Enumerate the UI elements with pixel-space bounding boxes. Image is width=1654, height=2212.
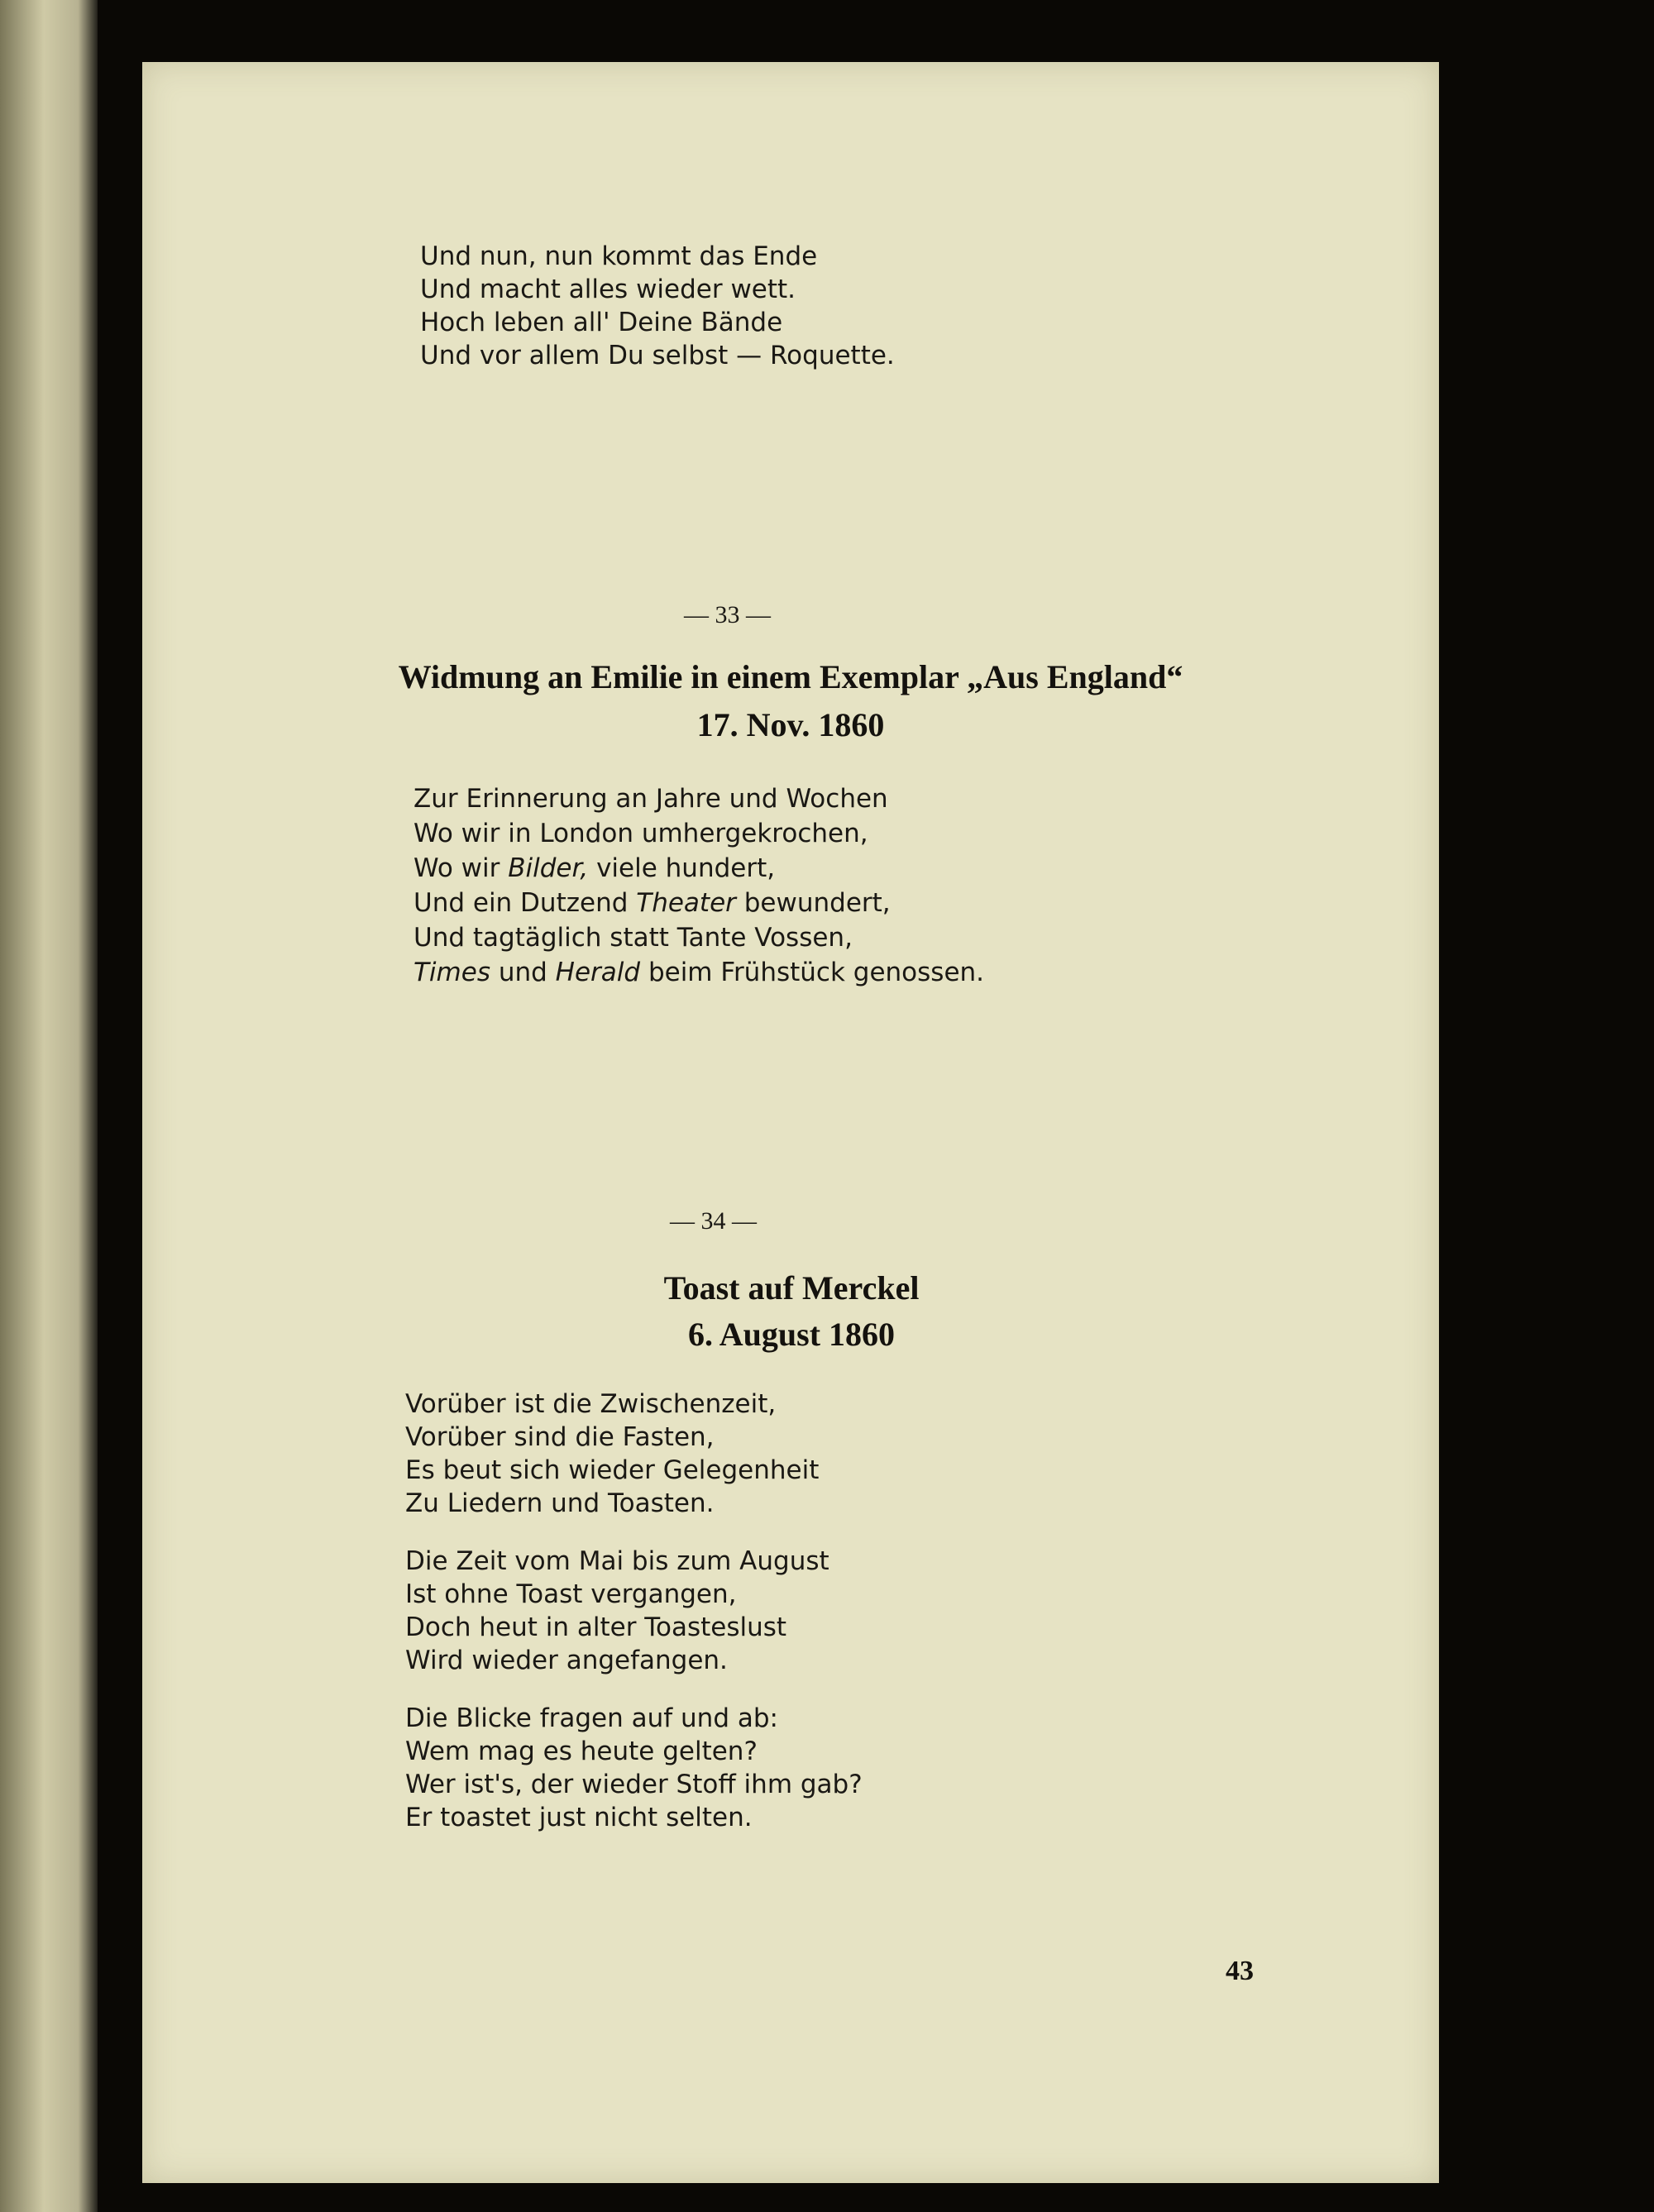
poem-33-stanza	[414, 781, 984, 990]
verse-line: Und macht alles wieder wett.	[420, 275, 796, 304]
poem-34-heading	[560, 1265, 1023, 1358]
verse-text: bewundert,	[735, 888, 891, 918]
book-page	[142, 62, 1439, 2183]
verse-line	[414, 886, 984, 920]
verse-line: Wer ist's, der wieder Stoff ihm gab?	[405, 1770, 863, 1799]
poem-33-title: Widmung an Emilie in einem Exemplar „Aus England“	[398, 658, 1183, 695]
verse-text: Und ein Dutzend	[414, 888, 637, 918]
verse-text: beim Frühstück genossen.	[640, 958, 985, 987]
verse-line: Vorüber sind die Fasten,	[405, 1422, 715, 1452]
verse-line: Wem mag es heute gelten?	[405, 1737, 758, 1766]
verse-line: Er toastet just nicht selten.	[405, 1803, 753, 1832]
verse-emphasis: Herald	[555, 958, 641, 987]
verse-line: Ist ohne Toast vergangen,	[405, 1579, 737, 1609]
verse-line	[414, 955, 984, 990]
verse-line: Und nun, nun kommt das Ende	[420, 241, 818, 271]
verse-line: Wo wir in London umhergekrochen,	[414, 819, 868, 848]
verse-line: Die Zeit vom Mai bis zum August	[405, 1546, 829, 1576]
poem-number-34: — 34 —	[670, 1207, 757, 1235]
poem-33-date: 17. Nov. 1860	[696, 706, 885, 743]
poem-33-heading	[142, 653, 1439, 749]
verse-line: Hoch leben all' Deine Bände	[420, 308, 783, 337]
verse-line: Zu Liedern und Toasten.	[405, 1488, 715, 1518]
verse-line: Doch heut in alter Toasteslust	[405, 1612, 787, 1642]
verse-line: Wird wieder angefangen.	[405, 1646, 728, 1675]
verse-text: viele hundert,	[588, 853, 776, 883]
verse-line: Und tagtäglich statt Tante Vossen,	[414, 923, 853, 953]
page-number: 43	[1226, 1956, 1254, 1986]
verse-emphasis: Times	[414, 958, 490, 987]
verse-line: Vorüber ist die Zwischenzeit,	[405, 1389, 777, 1419]
poem-34-date: 6. August 1860	[687, 1316, 896, 1353]
verse-line: Es beut sich wieder Gelegenheit	[405, 1455, 820, 1485]
verse-line: Zur Erinnerung an Jahre und Wochen	[414, 784, 888, 814]
verse-line	[414, 851, 984, 886]
stanza-gap	[405, 1520, 863, 1545]
closing-stanza	[420, 240, 895, 372]
verse-text: und	[490, 958, 556, 987]
stanza-gap	[405, 1677, 863, 1702]
facing-page-edge	[0, 0, 98, 2212]
verse-emphasis: Theater	[636, 888, 736, 918]
poem-number-33: — 33 —	[684, 601, 771, 628]
poem-34-title: Toast auf Merckel	[663, 1269, 920, 1307]
verse-line: Die Blicke fragen auf und ab:	[405, 1703, 778, 1733]
verse-emphasis: Bilder,	[508, 853, 589, 883]
verse-text: Wo wir	[414, 853, 509, 883]
verse-line: Und vor allem Du selbst — Roquette.	[420, 341, 895, 370]
poem-34-body	[405, 1388, 863, 1834]
